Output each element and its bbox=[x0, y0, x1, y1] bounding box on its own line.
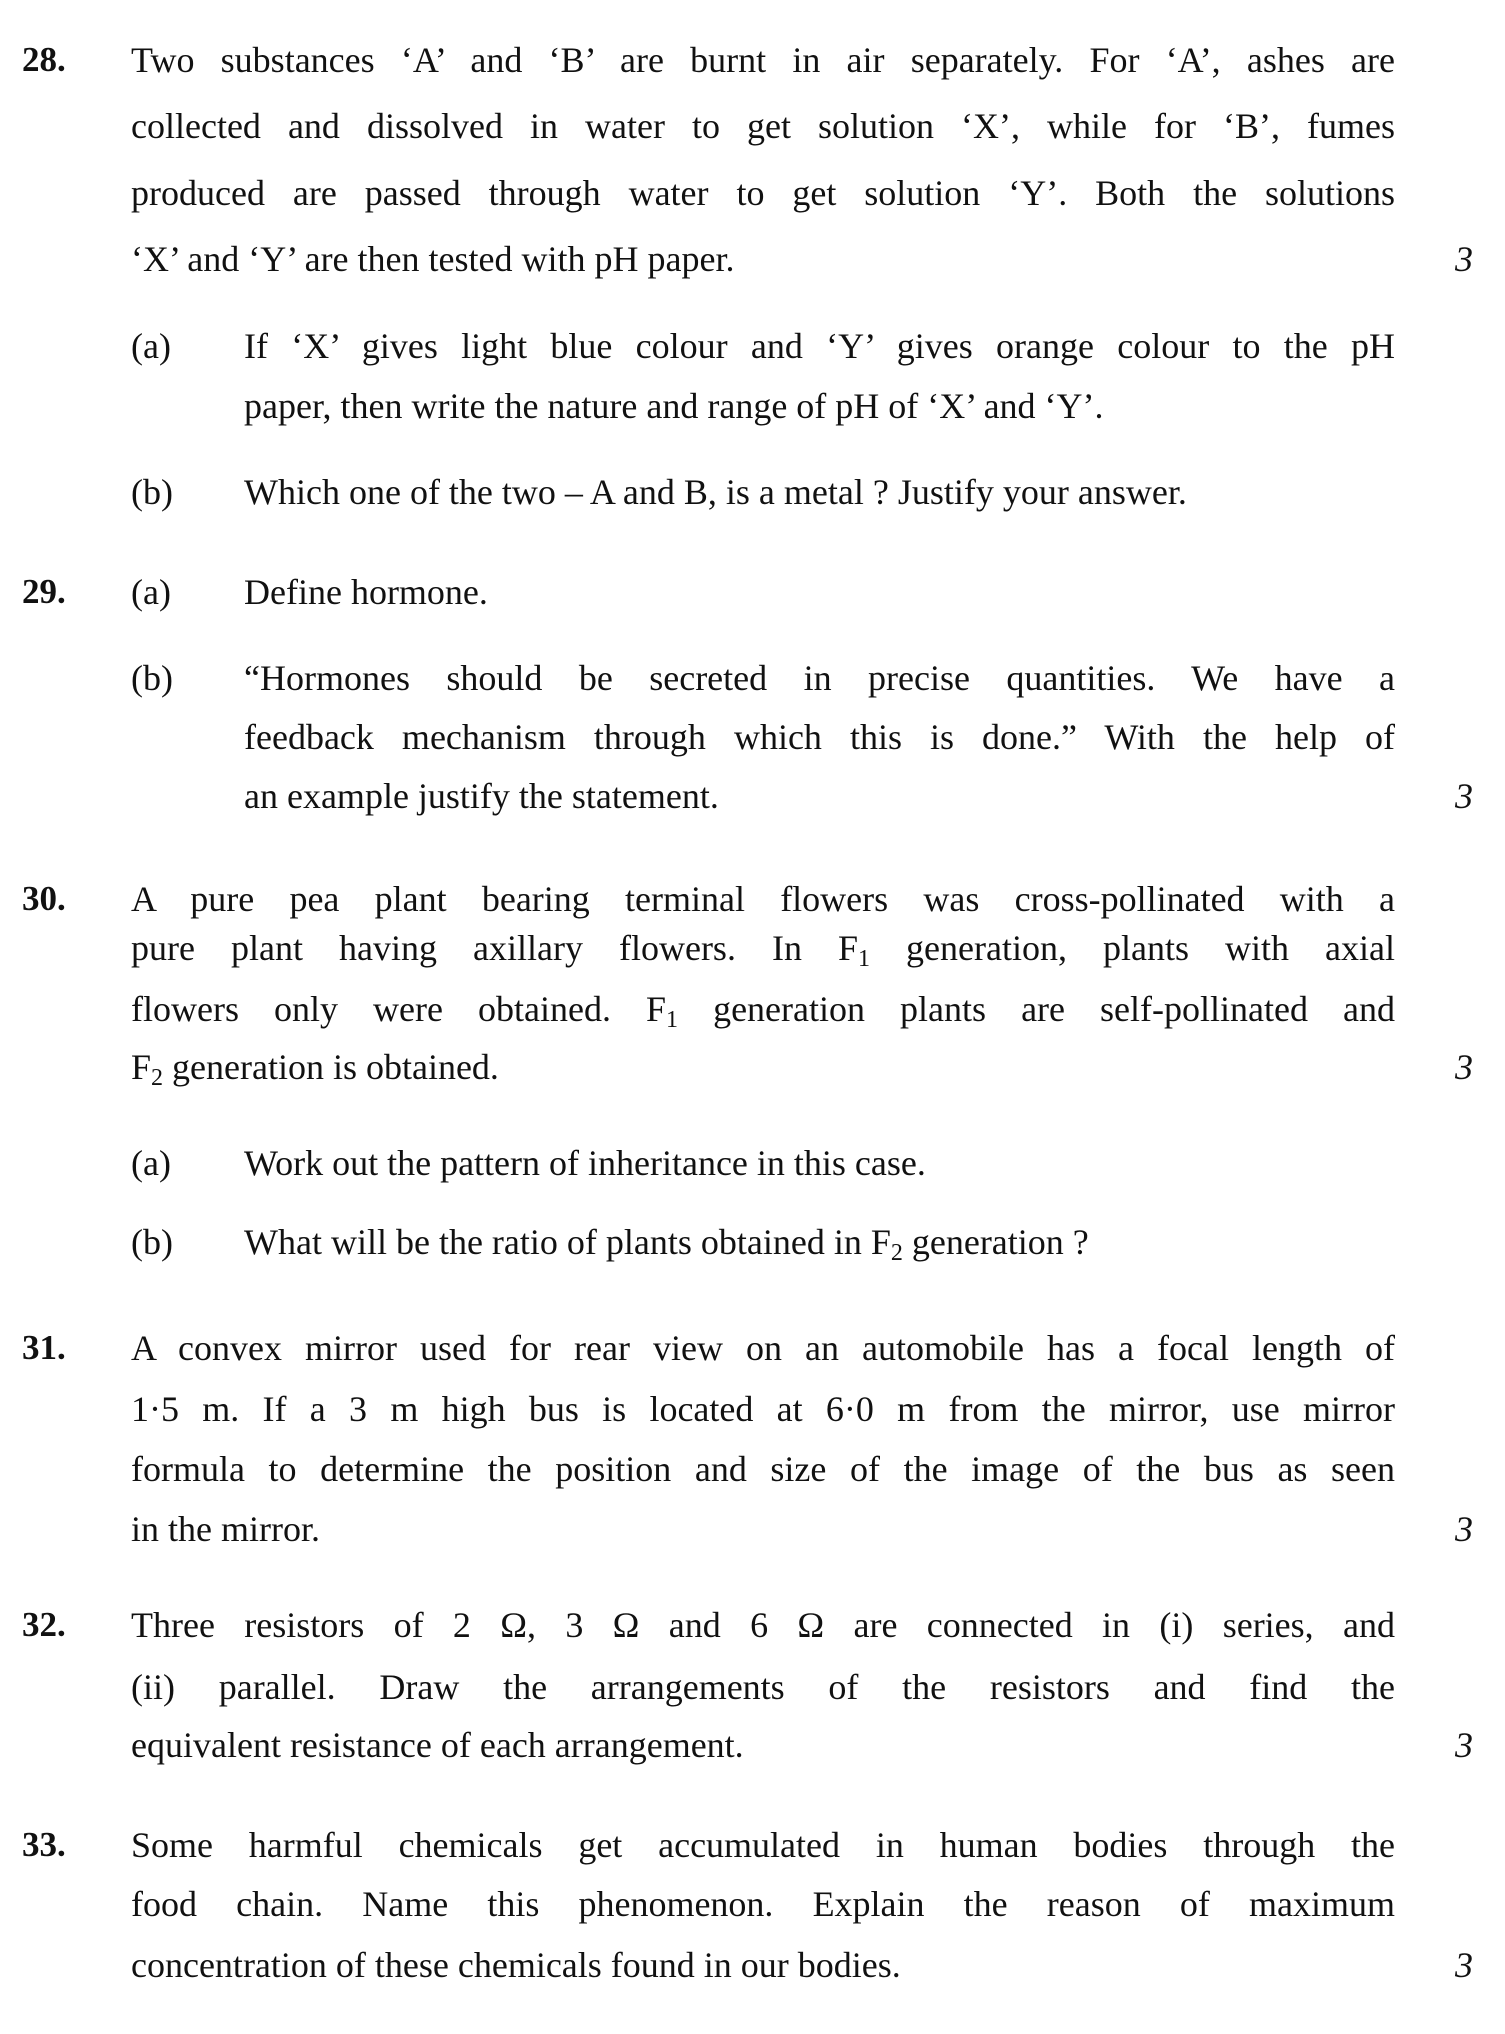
question-text-line bbox=[131, 1045, 1395, 1089]
subscript: 2 bbox=[151, 1065, 164, 1091]
text-segment: generation, plants with axial bbox=[870, 928, 1395, 968]
marks-label: 3 bbox=[1455, 1047, 1473, 1087]
question-number: 29. bbox=[22, 572, 66, 611]
subscript: 2 bbox=[890, 1240, 903, 1266]
marks-label: 3 bbox=[1455, 239, 1473, 279]
marks-label: 3 bbox=[1455, 1725, 1473, 1765]
part-label: (a) bbox=[131, 326, 171, 366]
question-text-line: Two substances ‘A’ and ‘B’ are burnt in air separately. For ‘A’, ashes are bbox=[131, 40, 1395, 80]
question-text-line bbox=[131, 987, 1395, 1031]
part-label: (b) bbox=[131, 1222, 173, 1262]
part-text-line: “Hormones should be secreted in precise quantities. We have a bbox=[244, 658, 1395, 698]
question-number: 33. bbox=[22, 1825, 66, 1864]
part-label: (b) bbox=[131, 658, 173, 698]
text-segment: generation plants are self-pollinated and bbox=[678, 989, 1395, 1029]
question-text-line: in the mirror. bbox=[131, 1509, 320, 1549]
question-text-line: Some harmful chemicals get accumulated in human bodies through the bbox=[131, 1825, 1395, 1865]
question-number: 30. bbox=[22, 879, 66, 918]
question-text-line: (ii) parallel. Draw the arrangements of the resistors and find the bbox=[131, 1667, 1395, 1707]
question-text-line: food chain. Name this phenomenon. Explain the reason of maximum bbox=[131, 1884, 1395, 1924]
question-text-line: equivalent resistance of each arrangement. bbox=[131, 1725, 744, 1765]
marks-label: 3 bbox=[1455, 776, 1473, 816]
marks-label: 3 bbox=[1455, 1509, 1473, 1549]
part-text-line: If ‘X’ gives light blue colour and ‘Y’ gives orange colour to the pH bbox=[244, 326, 1395, 366]
part-text-line: paper, then write the nature and range of pH of ‘X’ and ‘Y’. bbox=[244, 386, 1104, 426]
text-segment: generation is obtained. bbox=[163, 1047, 499, 1087]
question-text-line: produced are passed through water to get solution ‘Y’. Both the solutions bbox=[131, 173, 1395, 213]
part-label: (b) bbox=[131, 472, 173, 512]
subscript: 1 bbox=[858, 946, 871, 972]
question-text-line: A convex mirror used for rear view on an automobile has a focal length of bbox=[131, 1328, 1395, 1368]
part-text-line: Work out the pattern of inheritance in this case. bbox=[244, 1143, 926, 1183]
text-segment: F bbox=[131, 1047, 152, 1087]
marks-label: 3 bbox=[1455, 1945, 1473, 1985]
question-text-line: 1·5 m. If a 3 m high bus is located at 6·0 m from the mirror, use mirror bbox=[131, 1389, 1395, 1429]
question-text-line: ‘X’ and ‘Y’ are then tested with pH paper. bbox=[131, 239, 735, 279]
question-text-line: formula to determine the position and size of the image of the bus as seen bbox=[131, 1449, 1395, 1489]
part-text-line bbox=[244, 1220, 1395, 1264]
question-text-line: Three resistors of 2 Ω, 3 Ω and 6 Ω are connected in (i) series, and bbox=[131, 1605, 1395, 1645]
part-label: (a) bbox=[131, 1143, 171, 1183]
text-segment: generation ? bbox=[902, 1222, 1089, 1262]
subscript: 1 bbox=[666, 1007, 679, 1033]
text-segment: flowers only were obtained. F bbox=[131, 989, 667, 1029]
part-text-line: feedback mechanism through which this is done.” With the help of bbox=[244, 717, 1395, 757]
question-text-line: collected and dissolved in water to get solution ‘X’, while for ‘B’, fumes bbox=[131, 106, 1395, 146]
part-text-line: Which one of the two – A and B, is a metal ? Justify your answer. bbox=[244, 472, 1187, 512]
part-text-line: Define hormone. bbox=[244, 572, 488, 612]
question-text-line bbox=[131, 926, 1395, 970]
text-segment: pure plant having axillary flowers. In F bbox=[131, 928, 859, 968]
part-label: (a) bbox=[131, 572, 171, 612]
text-segment: What will be the ratio of plants obtained in F bbox=[244, 1222, 891, 1262]
question-text-line: A pure pea plant bearing terminal flowers was cross-pollinated with a bbox=[131, 879, 1395, 919]
question-text-line: concentration of these chemicals found in our bodies. bbox=[131, 1945, 901, 1985]
question-number: 28. bbox=[22, 40, 66, 79]
part-text-line: an example justify the statement. bbox=[244, 776, 719, 816]
question-number: 31. bbox=[22, 1328, 66, 1367]
question-number: 32. bbox=[22, 1605, 66, 1644]
